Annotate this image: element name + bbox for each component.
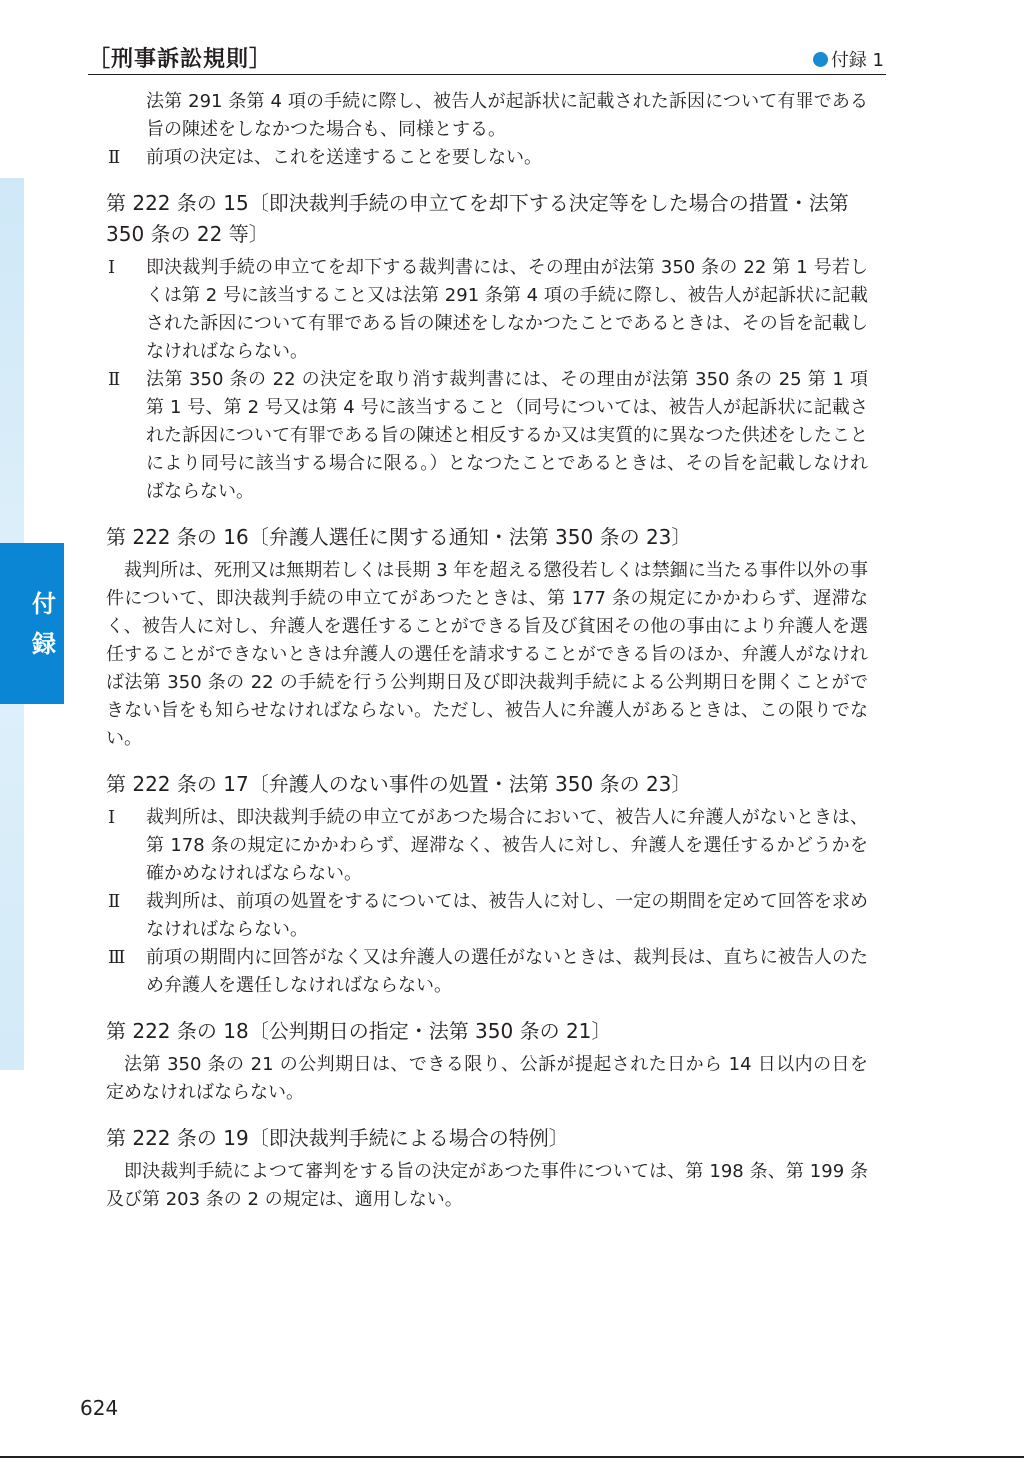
intro-continuation: [106, 88, 868, 144]
article-item: [106, 804, 868, 888]
article-heading: 第 222 条の 17〔弁護人のない事件の処置・法第 350 条の 23〕: [106, 772, 692, 796]
item-numeral: Ⅱ: [108, 891, 121, 912]
article-item: [106, 944, 868, 1000]
page-header: [88, 40, 886, 75]
article-heading: 第 222 条の 19〔即決裁判手続による場合の特例〕: [106, 1126, 569, 1150]
page-content: [106, 88, 868, 1214]
page-number: 624: [80, 1396, 119, 1420]
bullet-dot-icon: [813, 52, 828, 67]
article-item: [106, 366, 868, 506]
item-text: 前項の期間内に回答がなく又は弁護人の選任がないときは、裁判長は、直ちに被告人のため弁護人を選任しなければならない。: [146, 947, 868, 996]
item-numeral: Ⅰ: [108, 807, 116, 828]
article-body: 法第 350 条の 21 の公判期日は、できる限り、公訴が提起された日から 14 日以内の日を定めなければならない。: [106, 1054, 868, 1103]
header-title: ［刑事訴訟規則］: [88, 47, 273, 72]
appendix-tab-label: [26, 584, 62, 664]
article-heading: 第 222 条の 18〔公判期日の指定・法第 350 条の 21〕: [106, 1019, 612, 1043]
appendix-tab-char: 録: [32, 630, 56, 658]
article-body: 即決裁判手続によつて審判をする旨の決定があつた事件については、第 198 条、第 199 条及び第 203 条の 2 の規定は、適用しない。: [106, 1161, 868, 1210]
item-text: 法第 350 条の 22 の決定を取り消す裁判書には、その理由が法第 350 条の 25 第 1 項第 1 号、第 2 号又は第 4 号に該当すること（同号については、被告人が起訴状に記載された訴因について有罪である旨の陳述と相反するか又は実質的に異なつた供述をしたことにより同号に該当する場合に限る。）となつたことであるときは、その旨を記載しなければならない。: [146, 369, 868, 502]
item-numeral: Ⅰ: [108, 257, 116, 278]
article-heading: 第 222 条の 16〔弁護人選任に関する通知・法第 350 条の 23〕: [106, 525, 692, 549]
intro-item: [106, 144, 868, 172]
bottom-rule: [0, 1456, 1024, 1458]
intro-continuation-text: 法第 291 条第 4 項の手続に際し、被告人が起訴状に記載された訴因について有罪である旨の陳述をしなかつた場合も、同様とする。: [146, 91, 868, 140]
item-text: 前項の決定は、これを送達することを要しない。: [146, 147, 542, 168]
item-numeral: Ⅱ: [108, 147, 121, 168]
item-numeral: Ⅲ: [108, 947, 126, 968]
article-heading: 第 222 条の 15〔即決裁判手続の申立てを却下する決定等をした場合の措置・法第 350 条の 22 等〕: [106, 191, 849, 246]
header-appendix: [813, 46, 884, 72]
article-body: 裁判所は、死刑又は無期若しくは長期 3 年を超える懲役若しくは禁錮に当たる事件以外の事件について、即決裁判手続の申立てがあつたときは、第 177 条の規定にかかわらず、遅滞なく、被告人に対し、弁護人を選任することができる旨及び貧困その他の事由により弁護人を選任することができないときは弁護人の選任を請求することができる旨のほか、弁護人がなければ法第 350 条の 22 の手続を行う公判期日及び即決裁判手続による公判期日を開くことができない旨をも知らせなければならない。ただし、被告人に弁護人があるときは、この限りでない。: [106, 560, 868, 749]
article-item: [106, 888, 868, 944]
item-text: 裁判所は、前項の処置をするについては、被告人に対し、一定の期間を定めて回答を求めなければならない。: [146, 891, 868, 940]
appendix-label: 付録 1: [830, 50, 884, 71]
article-item: [106, 254, 868, 366]
item-numeral: Ⅱ: [108, 369, 121, 390]
item-text: 裁判所は、即決裁判手続の申立てがあつた場合において、被告人に弁護人がないときは、第 178 条の規定にかかわらず、遅滞なく、被告人に対し、弁護人を選任するかどうかを確かめなければならない。: [146, 807, 868, 884]
appendix-tab-char: 付: [32, 590, 56, 618]
item-text: 即決裁判手続の申立てを却下する裁判書には、その理由が法第 350 条の 22 第 1 号若しくは第 2 号に該当すること又は法第 291 条第 4 項の手続に際し、被告人が起訴状に記載された訴因について有罪である旨の陳述をしなかつたことであるときは、その旨を記載しなければならない。: [146, 257, 868, 362]
